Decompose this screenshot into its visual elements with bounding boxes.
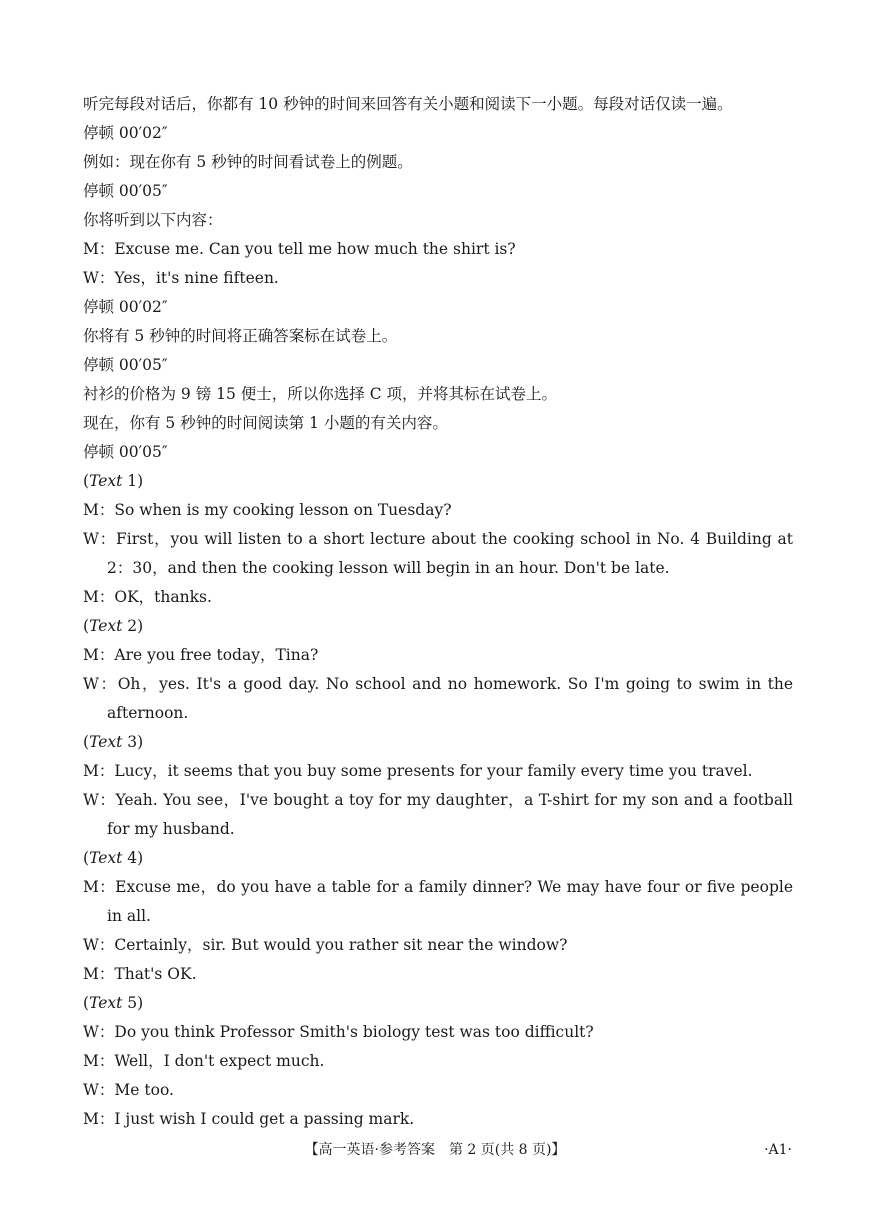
page-footer: [0, 1138, 870, 1162]
text-label: [83, 844, 793, 873]
example-line: 例如：现在你有 5 秒钟的时间看试卷上的例题。: [83, 153, 413, 171]
pause-line: 停顿 00′02″: [83, 124, 168, 142]
dialogue-line: W：Me too.: [83, 1081, 174, 1099]
label-word: Text: [89, 617, 123, 635]
label-number: 1): [122, 472, 144, 490]
label-paren: (: [83, 849, 90, 867]
dialogue-line: M：Excuse me. Can you tell me how much the shirt is?: [83, 240, 516, 258]
dialogue-line: W：Yeah. You see，I've bought a toy for my daughter，a T-shirt for my son and a football for my husband.: [83, 791, 793, 838]
pause-line: 停顿 00′05″: [83, 356, 168, 374]
label-number: 3): [122, 733, 144, 751]
label-number: 2): [122, 617, 144, 635]
text-label: [83, 989, 793, 1018]
pause-line: 停顿 00′05″: [83, 443, 168, 461]
footer-version-mark: ·A1·: [764, 1142, 792, 1158]
dialogue-line: M：Excuse me，do you have a table for a family dinner? We may have four or five people in all.: [83, 878, 793, 925]
dialogue-line: M：Are you free today，Tina?: [83, 646, 319, 664]
explanation-line: 衬衫的价格为 9 镑 15 便士，所以你选择 C 项，并将其标在试卷上。: [83, 385, 558, 403]
dialogue-line: W：Oh，yes. It's a good day. No school and no homework. So I'm going to swim in the afternoon.: [83, 675, 793, 722]
dialogue-line: W：Yes，it's nine fifteen.: [83, 269, 279, 287]
text-label: [83, 728, 793, 757]
dialogue-line: M：Well，I don't expect much.: [83, 1052, 325, 1070]
label-word: Text: [89, 733, 123, 751]
dialogue-line: M：That's OK.: [83, 965, 197, 983]
label-paren: (: [83, 617, 90, 635]
label-word: Text: [89, 472, 123, 490]
label-number: 5): [122, 994, 144, 1012]
instruction-line: 你将听到以下内容：: [83, 211, 223, 229]
dialogue-line: W：Certainly，sir. But would you rather sit near the window?: [83, 936, 568, 954]
instruction-line: 你将有 5 秒钟的时间将正确答案标在试卷上。: [83, 327, 398, 345]
instruction-line: 现在，你有 5 秒钟的时间阅读第 1 小题的有关内容。: [83, 414, 448, 432]
dialogue-line: W：Do you think Professor Smith's biology test was too difficult?: [83, 1023, 594, 1041]
label-paren: (: [83, 994, 90, 1012]
label-word: Text: [89, 849, 123, 867]
label-paren: (: [83, 472, 90, 490]
pause-line: 停顿 00′02″: [83, 298, 168, 316]
dialogue-line: M：Lucy，it seems that you buy some presents for your family every time you travel.: [83, 762, 753, 780]
pause-line: 停顿 00′05″: [83, 182, 168, 200]
intro-line: 听完每段对话后，你都有 10 秒钟的时间来回答有关小题和阅读下一小题。每段对话仅读一遍。: [83, 95, 733, 113]
label-word: Text: [89, 994, 123, 1012]
label-number: 4): [122, 849, 144, 867]
dialogue-line: M：OK，thanks.: [83, 588, 212, 606]
document-body: [83, 90, 793, 1134]
footer-page-info: 【高一英语·参考答案 第 2 页(共 8 页)】: [304, 1142, 566, 1158]
dialogue-line: M：So when is my cooking lesson on Tuesday?: [83, 501, 452, 519]
text-label: [83, 612, 793, 641]
dialogue-line: M：I just wish I could get a passing mark.: [83, 1110, 415, 1128]
text-label: [83, 467, 793, 496]
label-paren: (: [83, 733, 90, 751]
dialogue-line: W：First，you will listen to a short lecture about the cooking school in No. 4 Building at 2：30，and then the cooking lesson will begin in an hour. Don't be late.: [83, 530, 793, 577]
